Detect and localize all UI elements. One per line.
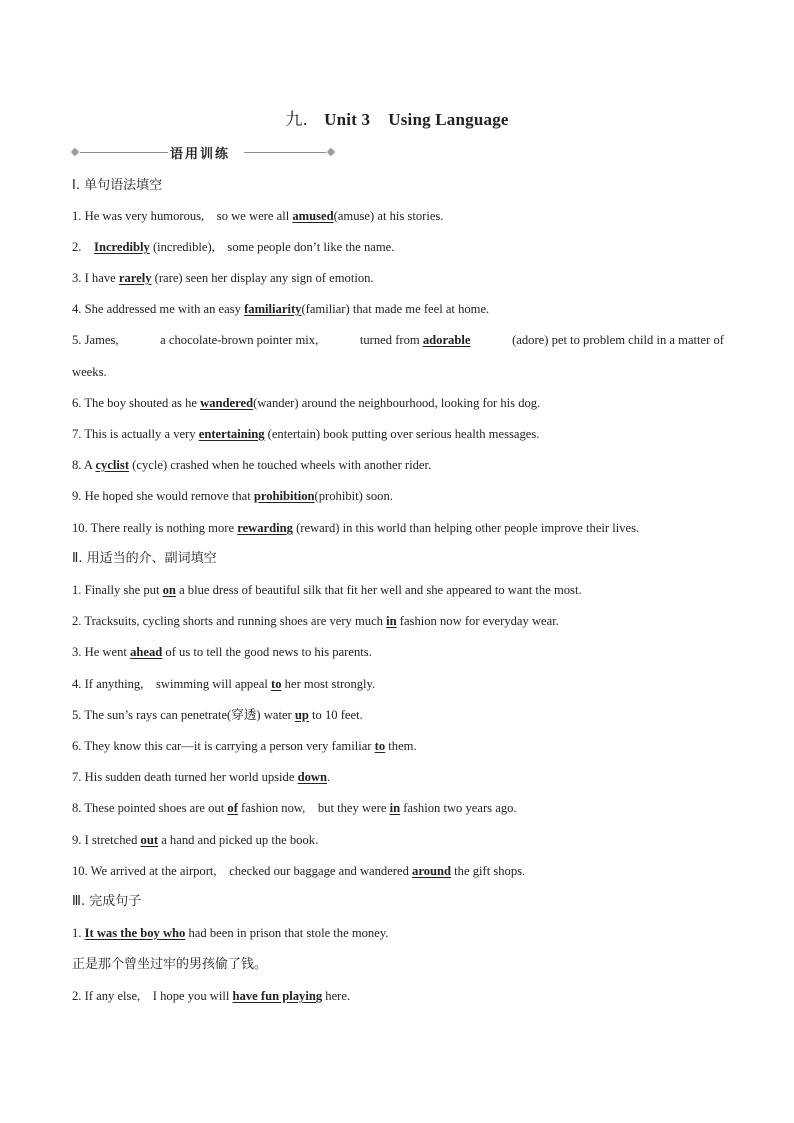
banner-left-diamond: [71, 148, 79, 156]
answer: on: [162, 583, 176, 597]
answer: Incredibly: [94, 240, 150, 254]
exercise-item: 3. He went ahead of us to tell the good news to his parents.: [72, 645, 372, 659]
banner-right-diamond: [327, 148, 335, 156]
chinese-translation: 正是那个曾坐过牢的男孩偷了钱。: [72, 957, 268, 972]
exercise-item: 1. Finally she put on a blue dress of beautiful silk that fit her well and she appeared to want the most.: [72, 583, 582, 597]
answer: have fun playing: [232, 989, 323, 1003]
answer: ahead: [130, 645, 163, 659]
answer: of: [227, 801, 238, 815]
title-topic: Using Language: [388, 110, 509, 129]
answer: in: [389, 801, 401, 815]
answer: entertaining: [198, 427, 265, 441]
title-unit: Unit 3: [324, 110, 371, 129]
exercise-item: 9. He hoped she would remove that prohibition(prohibit) soon.: [72, 489, 393, 503]
answer: prohibition: [253, 489, 315, 503]
exercise-item: 1. It was the boy who had been in prison that stole the money.: [72, 926, 389, 940]
answer: to: [374, 739, 386, 753]
banner-right-rule: [244, 152, 326, 153]
answer: to: [271, 677, 282, 691]
answer: out: [140, 833, 159, 847]
exercise-item: 2. Incredibly (incredible), some people don’t like the name.: [72, 240, 395, 254]
exercise-item: 10. There really is nothing more rewarding (reward) in this world than helping other people improve their lives.: [72, 521, 640, 535]
exercise-item: 6. They know this car—it is carrying a person very familiar to them.: [72, 739, 417, 753]
exercise-item: 6. The boy shouted as he wandered(wander) around the neighbourhood, looking for his dog.: [72, 396, 541, 410]
answer: cyclist: [95, 458, 130, 472]
answer: rewarding: [237, 521, 293, 535]
section-heading-2: Ⅱ. 用适当的介、副词填空: [72, 551, 217, 566]
banner-left-rule: [80, 152, 168, 153]
exercise-item: 4. She addressed me with an easy familiarity(familiar) that made me feel at home.: [72, 302, 490, 316]
exercise-item: 2. If any else, I hope you will have fun playing here.: [72, 989, 351, 1003]
section-heading-1: Ⅰ. 单句语法填空: [72, 178, 163, 193]
exercise-item: 7. His sudden death turned her world upside down.: [72, 770, 331, 784]
exercise-item: 8. These pointed shoes are out of fashion now, but they were in fashion two years ago.: [72, 801, 517, 815]
page-title: [0, 105, 794, 130]
exercise-item: 9. I stretched out a hand and picked up the book.: [72, 833, 319, 847]
exercise-item: 5. The sun’s rays can penetrate(穿透) water up to 10 feet.: [72, 708, 363, 722]
answer: rarely: [118, 271, 152, 285]
exercise-item: 8. A cyclist (cycle) crashed when he touched wheels with another rider.: [72, 458, 432, 472]
section-heading-3: Ⅲ. 完成句子: [72, 894, 142, 909]
exercise-item-continued: weeks.: [72, 365, 107, 379]
exercise-item: 2. Tracksuits, cycling shorts and running shoes are very much in fashion now for everyday wear.: [72, 614, 559, 628]
exercise-item: 10. We arrived at the airport, checked our baggage and wandered around the gift shops.: [72, 864, 526, 878]
answer: amused: [292, 209, 334, 223]
exercise-item: 5. James, a chocolate-brown pointer mix, turned from adorable (adore) pet to problem child in a matter of: [72, 333, 724, 347]
exercise-item: 4. If anything, swimming will appeal to her most strongly.: [72, 677, 376, 691]
answer: It was the boy who: [84, 926, 186, 940]
answer: in: [386, 614, 397, 628]
exercise-item: 7. This is actually a very entertaining (entertain) book putting over serious health messages.: [72, 427, 540, 441]
answer: up: [294, 708, 309, 722]
title-number: 九.: [285, 110, 309, 130]
answer: down: [297, 770, 327, 784]
answer: adorable: [422, 333, 471, 347]
exercise-item: 3. I have rarely (rare) seen her display any sign of emotion.: [72, 271, 374, 285]
answer: around: [412, 864, 452, 878]
section-banner: [72, 143, 334, 163]
answer: familiarity: [244, 302, 302, 316]
exercise-item: 1. He was very humorous, so we were all amused(amuse) at his stories.: [72, 209, 444, 223]
answer: wandered: [200, 396, 254, 410]
banner-label: 语用训练: [170, 147, 231, 162]
